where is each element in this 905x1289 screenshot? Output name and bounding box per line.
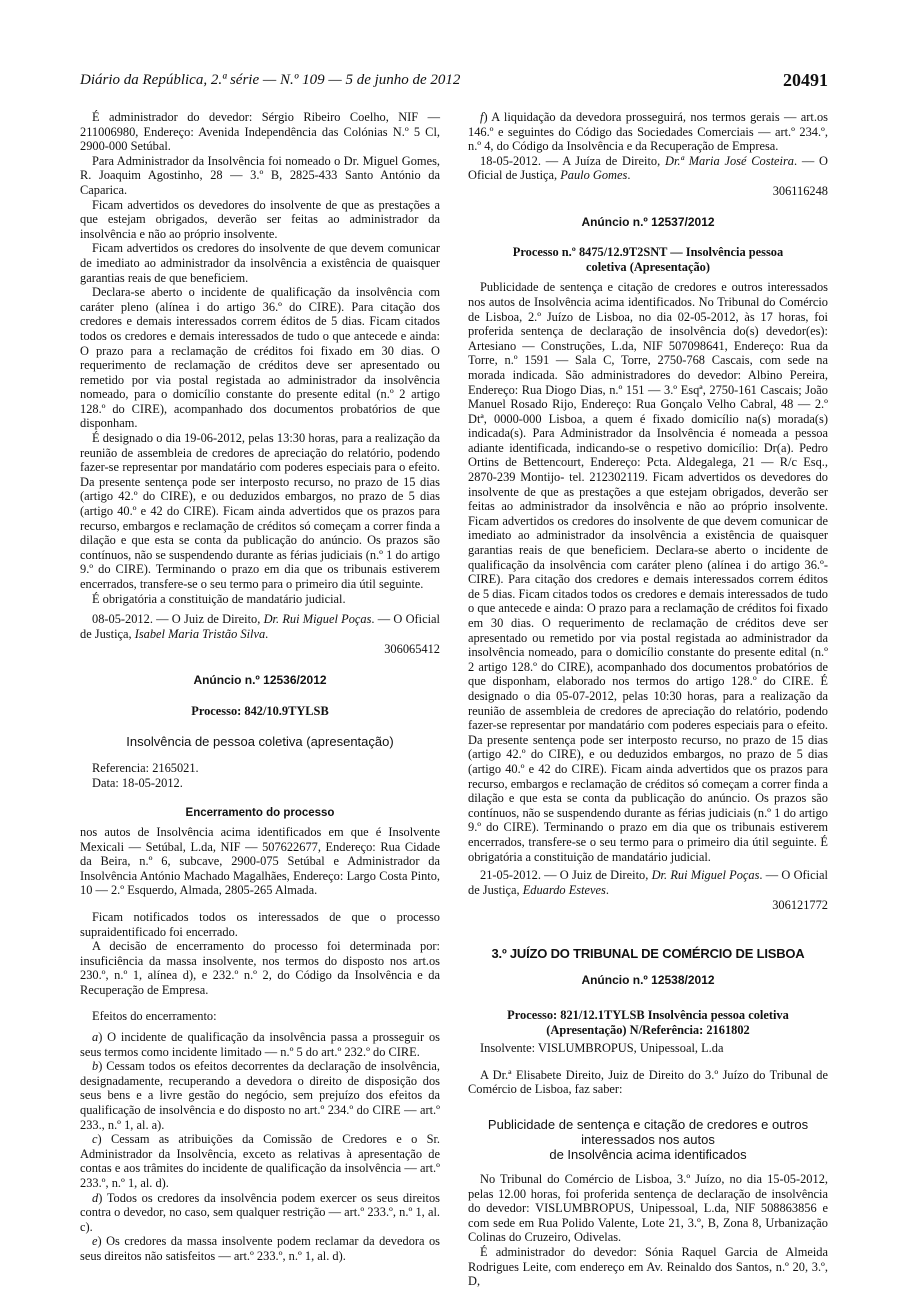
effect-item: c) Cessam as atribuições da Comissão de Credores e o Sr. Administrador da Insolvência, exceto as relativas à apresentação de contas e aos trâmites do incidente de qualificação da insolvência — art.º 233.º, n.º 1, al. d). xyxy=(80,1132,440,1190)
effect-item: b) Cessam todos os efeitos decorrentes da declaração de insolvência, designadamente, recuperando a devedora o direito de disposição dos seus bens e a livre gestão do negócio, sem prejuízo dos efeitos da qualificação de insolvência e do disposto no art.º 234.º do CIRE — art.º 233., n.º 1, al. a). xyxy=(80,1059,440,1132)
processo-heading-cont: (Apresentação) N/Referência: 2161802 xyxy=(546,1022,750,1037)
paragraph: A decisão de encerramento do processo foi determinada por: insuficiência da massa insolvente, nos termos do disposto nos art.os 230.º, n.º 1, alínea d), e 232.º n.º 2, do Código da Insolvência e da Recuperação de Empresa. xyxy=(80,939,440,997)
reference-number: 306121772 xyxy=(772,898,828,913)
publicidade-heading-cont: de Insolvência acima identificados xyxy=(549,1147,747,1163)
page-number: 20491 xyxy=(783,70,828,90)
effect-item: e) Os credores da massa insolvente podem reclamar da devedora os seus direitos não satisfeitos — art.º 233.º, n.º 1, al. d). xyxy=(80,1234,440,1263)
journal-title: Diário da República, 2.ª série — N.º 109 — 5 de junho de 2012 xyxy=(80,72,461,88)
effect-item: d) Todos os credores da insolvência podem exercer os seus direitos contra o devedor, no caso, sem qualquer restrição — art.º 233.º, n.º 1, al. c). xyxy=(80,1190,440,1234)
anuncio-heading: Anúncio n.º 12536/2012 xyxy=(193,672,327,687)
data: Data: 18-05-2012. xyxy=(92,775,183,790)
paragraph: Ficam advertidos os credores do insolvente de que devem comunicar de imediato ao administrador da insolvência a existência de quaisquer garantias reais de que beneficiem. xyxy=(80,241,440,285)
page-header xyxy=(80,72,828,94)
processo-heading: Processo: 821/12.1TYLSB Insolvência pessoa coletiva xyxy=(507,1008,789,1023)
anuncio-heading: Anúncio n.º 12538/2012 xyxy=(581,973,715,988)
paragraph: A Dr.ª Elisabete Direito, Juiz de Direito do 3.º Juízo do Tribunal de Comércio de Lisboa, faz saber: xyxy=(468,1067,828,1097)
reference-number: 306065412 xyxy=(384,642,440,657)
anuncio-heading: Anúncio n.º 12537/2012 xyxy=(581,214,715,229)
processo-heading: Processo: 842/10.9TYLSB xyxy=(191,703,329,718)
effects-heading: Efeitos do encerramento: xyxy=(92,1009,217,1024)
paragraph: Ficam notificados todos os interessados de que o processo supraidentificado foi encerrado. xyxy=(80,909,440,939)
referencia: Referencia: 2165021. xyxy=(92,761,199,776)
paragraph: É administrador do devedor: Sérgio Ribeiro Coelho, NIF — 211006980, Endereço: Avenida Independência das Colónias N.º 5 Cl, 2900-000 Setúbal. xyxy=(80,110,440,154)
paragraph: Publicidade de sentença e citação de credores e outros interessados nos autos de Insolvência acima identificados. No Tribunal do Comércio de Lisboa, 2.º Juízo de Lisboa, no dia 02-05-2012, às 17 horas, foi proferida sentença de declaração de insolvência do(s) devedor(es): Artesiano — Construções, L.da, NIF 507098641, Endereço: Rua da Torre, n.º 1591 — Sala C, Torre, 2750-768 Cascais, com sede na morada indicada. São administradores do devedor: Albino Pereira, Endereço: Rua Diogo Dias, n.º 151 — 3.º Esqª, 2750-161 Cascais; João Manuel Rosado Rijo, Endereço: Rua Gonçalo Velho Cabral, 48 — 2.º Dtª, 0000-000 Lisboa, a quem é fixado domicílio na(s) morada(s) indicada(s). Para Administrador da Insolvência é nomeada a pessoa adiante identificada, indicando-se o respetivo domicílio: Dr(a). Pedro Ortins de Bettencourt, Endereço: Pcta. Aldegalega, 21 — R/c Esq., 2870-239 Montijo- tel. 212302119. Ficam advertidos os devedores do insolvente de que as prestações a que estejam obrigados, deverão ser feitas ao administrador da insolvência e não ao próprio insolvente. Ficam advertidos os credores do insolvente de que devem comunicar de imediato ao administrador da insolvência a existência de quaisquer garantias reais de que beneficiem. Declara-se aberto o incidente de qualificação da insolvência com caráter pleno (alínea i do artigo 36.º-CIRE). Para citação dos credores e demais interessados correm éditos de 5 dias. Ficam citados todos os credores e demais interessados de tudo o que antecede e ainda: O prazo para a reclamação de créditos foi fixado em 30 dias. O requerimento de reclamação de créditos deve ser apresentado ou remetido por via postal registada ao administrador da insolvência nomeado, para o domicílio constante do presente edital (n.º 2 artigo 128.º do CIRE), acompanhado dos documentos probatórios de que disponham, elaborado nos termos do artigo 128.º do CIRE. É designado o dia 05-07-2012, pelas 10:30 horas, para a realização da reunião de assembleia de credores de apreciação do relatório, podendo fazer-se representar por mandatário com poderes especiais para o efeito. Da presente sentença pode ser interposto recurso, no prazo de 15 dias (artigo 42.º do CIRE), e ou deduzidos embargos, no prazo de 5 dias (artigo 40.º e 42 do CIRE). Ficam ainda advertidos que os prazos para recurso, embargos e reclamação de créditos só começam a correr finda a dilação e que esta se conta da publicação do anúncio. Os prazos são contínuos, não se suspendendo durante as férias judiciais (n.º 1 do artigo 9.º do CIRE). Terminando o prazo em dia que os tribunais estiverem encerrados, transfere-se o seu termo para o primeiro dia útil seguinte. É obrigatória a constituição de mandatário judicial. xyxy=(468,280,828,864)
publicidade-heading: Publicidade de sentença e citação de credores e outros xyxy=(487,1117,809,1133)
left-column xyxy=(80,110,440,1264)
paragraph: Declara-se aberto o incidente de qualificação da insolvência com caráter pleno (alínea i do artigo 36.º do CIRE). Para citação dos credores e demais interessados correm éditos de 5 dias. Ficam citados todos os credores e demais interessados de tudo o que antecede e ainda: O prazo para a reclamação de créditos foi fixado em 30 dias. O requerimento de reclamação de créditos deve ser apresentado ou remetido por via postal registada ao administrador da insolvência nomeado, para o domicílio constante do presente edital (n.º 2 artigo 128.º do CIRE), acompanhado dos documentos probatórios de que disponham. xyxy=(80,285,440,431)
paragraph: Ficam advertidos os devedores do insolvente de que as prestações a que estejam obrigados, deverão ser feitas ao administrador da insolvência e não ao próprio insolvente. xyxy=(80,197,440,241)
paragraph: É designado o dia 19-06-2012, pelas 13:30 horas, para a realização da reunião de assembleia de credores de apreciação do relatório, podendo fazer-se representar por mandatário com poderes especiais para o efeito. Da presente sentença pode ser interposto recurso, no prazo de 15 dias (artigo 42.º do CIRE), e ou deduzidos embargos, no prazo de 5 dias (artigo 40.º e 42 do CIRE). Ficam ainda advertidos que os prazos para recurso, embargos e reclamação de créditos só começam a correr finda a dilação e que esta se conta da publicação do anúncio. Os prazos são contínuos, não se suspendendo durante as férias judiciais (n.º 1 do artigo 9.º do CIRE). Terminando o prazo em dia que os tribunais estiverem encerrados, transfere-se o seu termo para o primeiro dia útil seguinte. xyxy=(80,431,440,591)
processo-heading-cont: coletiva (Apresentação) xyxy=(586,259,710,274)
insolvente-line: Insolvente: VISLUMBROPUS, Unipessoal, L.da xyxy=(480,1041,724,1056)
effect-item: f) A liquidação da devedora prosseguirá, nos termos gerais — art.os 146.º e seguintes do Código das Sociedades Comerciais — art.º 234.º, n.º 4, do Código da Insolvência e da Recuperação de Empresa. xyxy=(468,110,828,154)
encerramento-heading: Encerramento do processo xyxy=(185,807,335,820)
effect-item: a) O incidente de qualificação da insolvência passa a prosseguir os seus termos como incidente limitado — n.º 5 do art.º 232.º do CIRE. xyxy=(80,1030,440,1059)
signature-line: 21-05-2012. — O Juiz de Direito, Dr. Rui Miguel Poças. — O Oficial de Justiça, Eduardo Esteves. xyxy=(468,868,829,897)
paragraph: É administrador do devedor: Sónia Raquel Garcia de Almeida Rodrigues Leite, com endereço em Av. Reinaldo dos Santos, n.º 20, 3.º, D, xyxy=(468,1245,828,1289)
subject-heading: Insolvência de pessoa coletiva (apresentação) xyxy=(126,734,394,750)
processo-heading: Processo n.º 8475/12.9T2SNT — Insolvência pessoa xyxy=(512,245,784,260)
paragraph: É obrigatória a constituição de mandatário judicial. xyxy=(92,591,346,606)
reference-number: 306116248 xyxy=(772,183,828,198)
signature-line: 18-05-2012. — A Juíza de Direito, Dr.ª Maria José Costeira. — O Oficial de Justiça, Paulo Gomes. xyxy=(468,153,828,183)
right-column xyxy=(468,110,828,1289)
paragraph: nos autos de Insolvência acima identificados em que é Insolvente Mexicali — Setúbal, L.da, NIF — 507622677, Endereço: Rua Cidade da Beira, n.º 6, subcave, 2900-075 Setúbal e Administrador da Insolvência António Machado Magalhães, Endereço: Largo Costa Pinto, 10 — 2.º Esquerdo, Almada, 2805-265 Almada. xyxy=(80,824,440,898)
paragraph: No Tribunal do Comércio de Lisboa, 3.º Juízo, no dia 15-05-2012, pelas 12.00 horas, foi proferida sentença de declaração de insolvência do devedor: VISLUMBROPUS, Unipessoal, L.da, NIF 508863856 e com sede em Rua Polido Valente, Lote 21, 3.º, B, Zona 8, Urbanização Colinas do Cruzeiro, Odivelas. xyxy=(468,1172,828,1245)
publicidade-heading-cont: interessados nos autos xyxy=(581,1132,715,1148)
paragraph: Para Administrador da Insolvência foi nomeado o Dr. Miguel Gomes, R. Joaquim Agostinho, 28 — 3.º B, 2825-433 Santo António da Caparica. xyxy=(80,153,440,197)
court-heading: 3.º JUÍZO DO TRIBUNAL DE COMÉRCIO DE LISBOA xyxy=(491,945,805,961)
signature-line: 08-05-2012. — O Juiz de Direito, Dr. Rui Miguel Poças. — O Oficial de Justiça, Isabel Maria Tristão Silva. xyxy=(80,612,441,641)
